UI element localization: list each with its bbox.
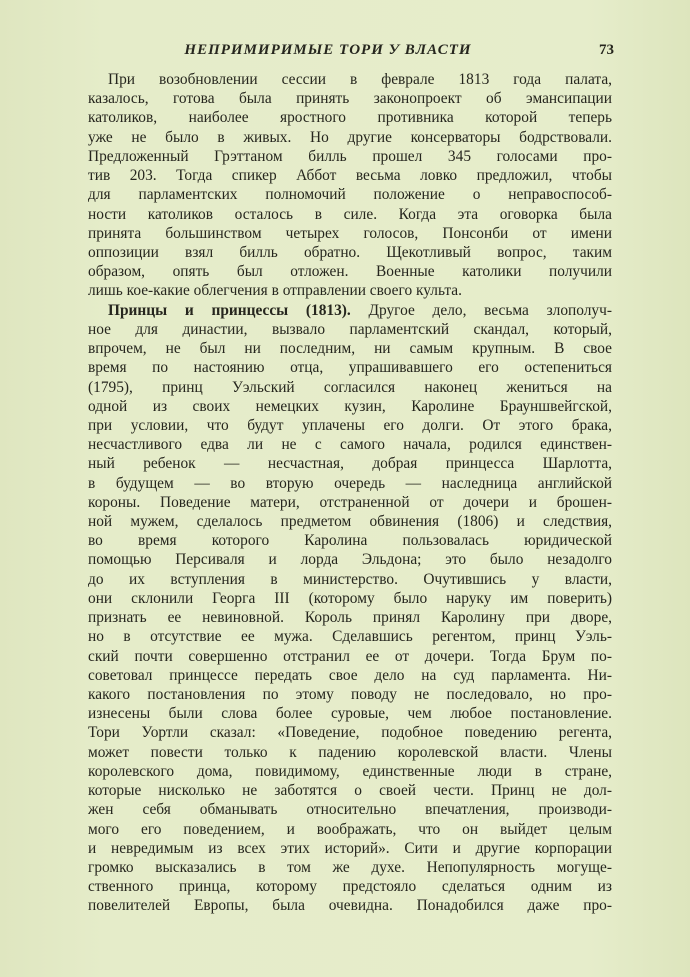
text-line: казалось, готова была принять законопроект об эмансипации <box>88 90 612 108</box>
text-line: (1795), принц Уэльский согласился наконец жениться на <box>88 378 612 396</box>
line-text: Другое дело, весьма злополуч- <box>368 301 612 319</box>
text-line: католиков, наиболее яростного противника которой теперь <box>88 109 612 127</box>
text-line: ственного принца, которому предстояло сделаться одним из <box>88 878 612 896</box>
page-header <box>88 40 612 62</box>
text-line: время по настоянию отца, упрашивавшего его остепениться <box>88 359 612 377</box>
text-line: в будущем — во вторую очередь — наследница английской <box>88 474 612 492</box>
text-line: советовал принцессе передать свое дело на суд парламента. Ни- <box>88 666 612 684</box>
text-line: ности католиков осталось в силе. Когда эта оговорка была <box>88 205 612 223</box>
text-line: тив 203. Тогда спикер Аббот весьма ловко предложил, чтобы <box>88 167 612 185</box>
text-line: впрочем, не был ни последним, ни самым крупным. В свое <box>88 340 612 358</box>
text-line: Предложенный Грэттаном билль прошел 345 голосами про- <box>88 147 612 165</box>
text-line: королевского дома, повидимому, единственные люди в стране, <box>88 762 612 780</box>
text-line: но в отсутствие ее мужа. Сделавшись регентом, принц Уэль- <box>88 628 612 646</box>
text-line: ский почти совершенно отстранил ее от дочери. Тогда Брум по- <box>88 647 612 665</box>
text-line <box>88 301 612 320</box>
paragraph <box>88 301 612 916</box>
text-line: повелителей Европы, была очевидна. Понадобился даже про- <box>88 897 612 915</box>
text-line: оппозиции взял билль обратно. Щекотливый вопрос, таким <box>88 243 612 261</box>
text-line: до их вступления в министерство. Очутившись у власти, <box>88 570 612 588</box>
text-line: уже не было в живых. Но другие консерваторы бодрствовали. <box>88 128 612 146</box>
text-line: и невредимым из всех этих историй». Сити и другие корпорации <box>88 839 612 857</box>
text-line: Тори Уортли сказал: «Поведение, подобное поведению регента, <box>88 724 612 742</box>
text-line: принята большинством четырех голосов, Понсонби от имени <box>88 224 612 242</box>
text-line: помощью Персиваля и лорда Эльдона; это было незадолго <box>88 551 612 569</box>
text-line: громко высказались в том же духе. Непопулярность могуще- <box>88 858 612 876</box>
text-line: во время которого Каролина пользовалась юридической <box>88 532 612 550</box>
text-line: жен себя обманывать относительно впечатления, производи- <box>88 801 612 819</box>
text-line: они склонили Георга III (которому было наруку им поверить) <box>88 589 612 607</box>
text-line: мого его поведением, и воображать, что он выйдет целым <box>88 820 612 838</box>
paragraph <box>88 70 612 301</box>
text-line: образом, опять был отложен. Военные католики получили <box>88 263 612 281</box>
text-line: при условии, что будут уплачены его долги. От этого брака, <box>88 416 612 434</box>
page-number: 73 <box>599 42 614 58</box>
text-line: лишь кое-какие облегчения в отправлении своего культа. <box>88 282 462 300</box>
text-line: одной из своих немецких кузин, Каролине Брауншвейгской, <box>88 397 612 415</box>
section-heading: Принцы и принцессы (1813). <box>108 301 351 319</box>
text-line: признать ее невиновной. Король принял Каролину при дворе, <box>88 609 612 627</box>
text-line: может повести только к падению королевской власти. Члены <box>88 743 612 761</box>
text-line: несчастливого едва ли не с самого начала, родился единствен- <box>88 436 612 454</box>
text-line: ной мужем, сделалось предметом обвинения (1806) и следствия, <box>88 513 612 531</box>
text-line: ный ребенок — несчастная, добрая принцесса Шарлотта, <box>88 455 612 473</box>
text-line: для парламентских полномочий положение о неправоспособ- <box>88 186 612 204</box>
text-line: ное для династии, вызвало парламентский скандал, который, <box>88 320 612 338</box>
text-line: изнесены были слова более суровые, чем любое постановление. <box>88 705 612 723</box>
text-line: При возобновлении сессии в феврале 1813 года палата, <box>108 71 612 88</box>
text-line: короны. Поведение матери, отстраненной от дочери и брошен- <box>88 493 612 511</box>
body-text <box>88 70 612 916</box>
text-line: которые нисколько не заботятся о своей чести. Принц не дол- <box>88 782 612 800</box>
text-line: какого постановления по этому поводу не последовало, но про- <box>88 686 612 703</box>
running-title: НЕПРИМИРИМЫЕ ТОРИ У ВЛАСТИ <box>184 42 472 58</box>
